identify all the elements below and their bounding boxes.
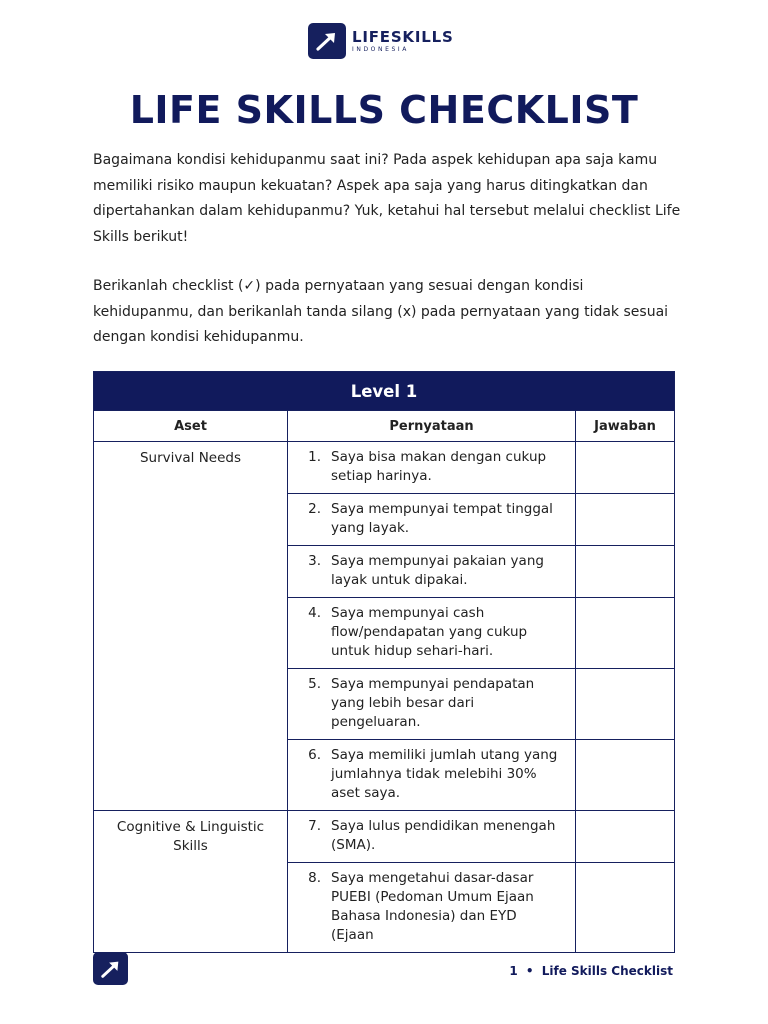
statement-number: 3. [308,553,321,569]
statement-number: 6. [308,747,321,763]
statement-cell [288,442,576,494]
page-footer [509,964,673,978]
column-header-jawaban: Jawaban [576,411,675,442]
statement-text: Saya mempunyai pakaian yang layak untuk dipakai. [331,553,544,588]
header-logo [308,23,454,59]
logo-subtitle: INDONESIA [352,45,409,53]
checklist-table [93,371,674,953]
statement-text: Saya bisa makan dengan cukup setiap harinya. [331,449,547,484]
level-header: Level 1 [94,372,675,411]
statement-number: 1. [308,449,321,465]
statement-text: Saya memiliki jumlah utang yang jumlahnya tidak melebihi 30% aset saya. [331,747,558,801]
statement-number: 2. [308,501,321,517]
statement-number: 8. [308,870,321,886]
table-row [94,442,675,494]
arrow-up-right-icon [308,23,346,59]
statement-number: 7. [308,818,321,834]
statement-cell [288,811,576,863]
footer-separator: • [525,964,534,978]
statement-cell [288,669,576,740]
answer-cell[interactable] [576,669,675,740]
table-row [94,811,675,863]
answer-cell[interactable] [576,740,675,811]
logo-name: LIFESKILLS [352,27,454,46]
statement-text: Saya lulus pendidikan menengah (SMA). [331,818,556,853]
answer-cell[interactable] [576,598,675,669]
intro-paragraph-1: Bagaimana kondisi kehidupanmu saat ini? Pada aspek kehidupan apa saja kamu memiliki risiko maupun kekuatan? Aspek apa saja yang harus ditingkatkan dan dipertahankan dalam kehidupanmu? Yuk, ketahui hal tersebut melalui checklist Life Skills berikut! [93,152,681,245]
statement-text: Saya mempunyai cash flow/pendapatan yang cukup untuk hidup sehari-hari. [331,605,528,659]
answer-cell[interactable] [576,494,675,546]
statement-text: Saya mengetahui dasar-dasar PUEBI (Pedoman Umum Ejaan Bahasa Indonesia) dan EYD (Ejaan [331,870,534,943]
aset-cell: Survival Needs [94,442,288,811]
statement-text: Saya mempunyai pendapatan yang lebih besar dari pengeluaran. [331,676,535,730]
aset-cell: Cognitive & Linguistic Skills [94,811,288,953]
statement-number: 4. [308,605,321,621]
column-header-pernyataan: Pernyataan [288,411,576,442]
statement-cell [288,598,576,669]
answer-cell[interactable] [576,863,675,953]
column-header-aset: Aset [94,411,288,442]
answer-cell[interactable] [576,546,675,598]
page-number: 1 [509,964,518,978]
footer-doc-title: Life Skills Checklist [541,964,673,978]
answer-cell[interactable] [576,442,675,494]
arrow-up-right-icon [93,952,128,985]
page-title: LIFE SKILLS CHECKLIST [129,88,639,132]
statement-cell [288,863,576,953]
statement-cell [288,740,576,811]
statement-number: 5. [308,676,321,692]
intro-paragraph-2: Berikanlah checklist (✓) pada pernyataan yang sesuai dengan kondisi kehidupanmu, dan berikanlah tanda silang (x) pada pernyataan yang tidak sesuai dengan kondisi kehidupanmu. [93,278,669,345]
logo-wordmark [352,27,454,53]
statement-text: Saya mempunyai tempat tinggal yang layak. [331,501,553,536]
answer-cell[interactable] [576,811,675,863]
statement-cell [288,494,576,546]
statement-cell [288,546,576,598]
